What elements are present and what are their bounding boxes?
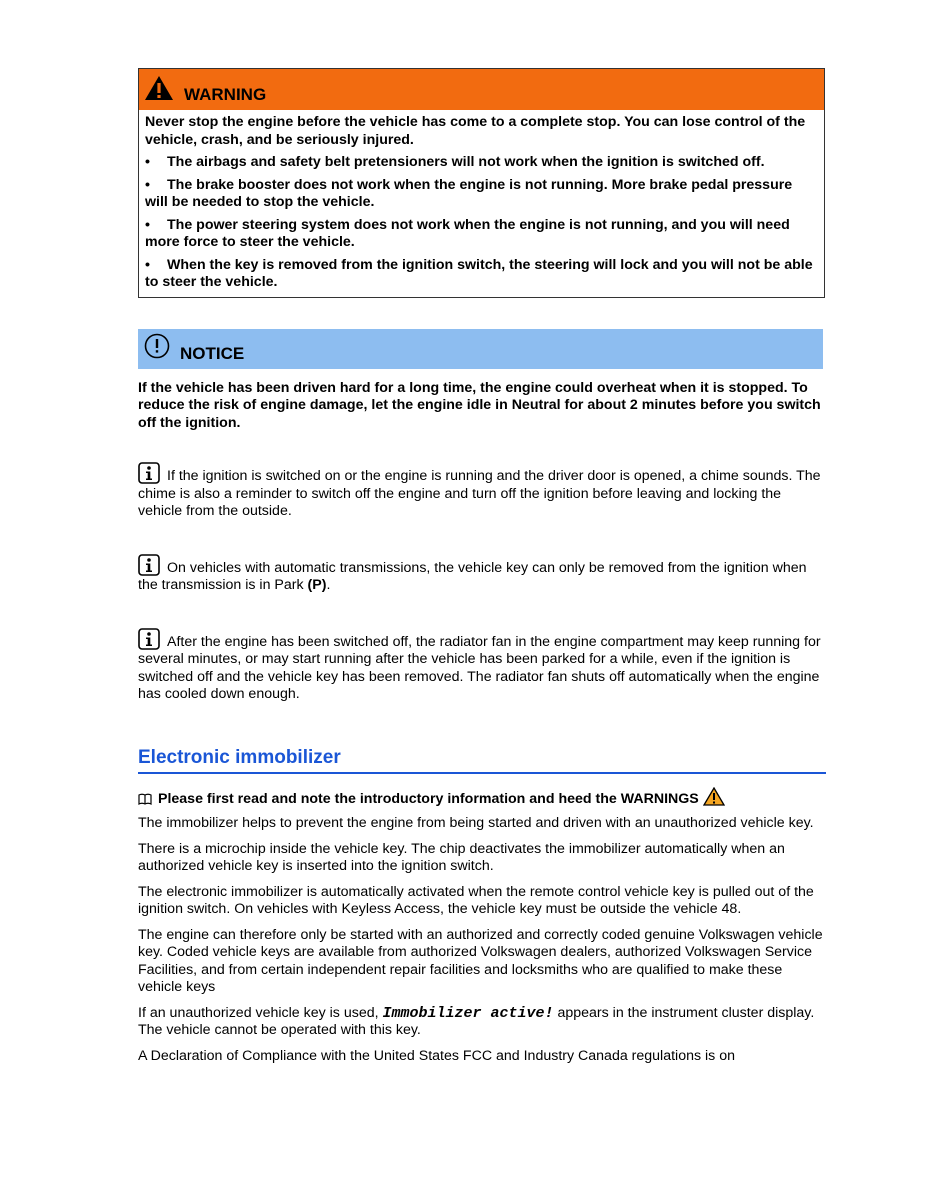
page-content <box>138 68 826 1065</box>
warning-triangle-icon <box>144 75 174 101</box>
note-text: After the engine has been switched off, the radiator fan in the engine compartment may keep running for several minutes, or may start running after the vehicle has been parked for a while, even if the ignition is switched off and the vehicle key has been removed. The radiator fan shuts off automatically when the engine has cooled down enough. <box>138 633 821 702</box>
info-note <box>138 462 826 521</box>
intro-text: Please first read and note the introductory information and heed the WARNINGS <box>158 790 699 807</box>
warning-triangle-icon <box>703 787 725 806</box>
exclamation-circle-icon <box>144 333 170 359</box>
note-text: On vehicles with automatic transmissions, the vehicle key can only be removed from the ignition when the transmission is in Park <box>138 559 807 593</box>
warning-item: • The power steering system does not work when the engine is not running, and you will need more force to steer the vehicle. <box>145 216 790 250</box>
info-icon <box>138 628 160 650</box>
notice-title: NOTICE <box>180 343 245 363</box>
notice-body: If the vehicle has been driven hard for a long time, the engine could overheat when it is stopped. To reduce the risk of engine damage, let the engine idle in Neutral for about 2 minutes before you switch off the ignition. <box>138 379 821 431</box>
warning-header <box>139 69 824 110</box>
paragraph: The immobilizer helps to prevent the engine from being started and driven with an unauthorized vehicle key. <box>138 815 814 831</box>
warning-lead: Never stop the engine before the vehicle has come to a complete stop. You can lose control of the vehicle, crash, and be seriously injured. <box>145 114 806 148</box>
section-heading: Electronic immobilizer <box>138 747 826 774</box>
note-text: If the ignition is switched on or the engine is running and the driver door is opened, a chime sounds. The chime is also a reminder to switch off the engine and turn off the ignition before leaving and locking the vehicle from the outside. <box>138 468 821 519</box>
notice-header <box>138 329 823 369</box>
paragraph: The engine can therefore only be started with an authorized and correctly coded genuine Volkswagen vehicle key. Coded vehicle keys are available from authorized Volkswagen dealers, authorized Volkswagen Service Facilities, and from certain independent repair facilities and locksmiths who are qualified to make these vehicle keys <box>138 926 823 995</box>
paragraph: The electronic immobilizer is automatically activated when the remote control vehicle key is pulled out of the ignition switch. On vehicles with Keyless Access, the vehicle key must be outside the vehicle 48. <box>138 883 814 917</box>
display-message: Immobilizer active! <box>382 1004 554 1022</box>
warning-body <box>139 110 824 297</box>
paragraph: There is a microchip inside the vehicle key. The chip deactivates the immobilizer automatically when an authorized vehicle key is inserted into the ignition switch. <box>138 840 785 874</box>
info-icon <box>138 554 160 576</box>
info-icon <box>138 462 160 484</box>
paragraph: If an unauthorized vehicle key is used, Immobilizer active! appears in the instrument cluster display. The vehicle cannot be operated with this key. <box>138 1004 815 1038</box>
book-icon <box>138 793 152 805</box>
warning-item: • The airbags and safety belt pretensioners will not work when the ignition is switched off. <box>145 154 765 170</box>
intro-line <box>138 791 826 809</box>
warning-item: • When the key is removed from the ignition switch, the steering will lock and you will not be able to steer the vehicle. <box>145 256 813 290</box>
bullet: • <box>145 216 150 233</box>
bullet: • <box>145 176 150 193</box>
bullet: • <box>145 154 150 170</box>
warning-item: • The brake booster does not work when the engine is not running. More brake pedal pressure will be needed to stop the vehicle. <box>145 176 793 210</box>
warning-title: WARNING <box>184 84 267 104</box>
bullet: • <box>145 256 150 273</box>
info-note <box>138 628 826 704</box>
info-note: On vehicles with automatic transmissions, the vehicle key can only be removed from the ignition when the transmission is in Park (P). <box>138 554 826 595</box>
park-label: (P) <box>307 577 327 593</box>
warning-box <box>138 68 825 298</box>
paragraph: A Declaration of Compliance with the United States FCC and Industry Canada regulations is on <box>138 1047 735 1064</box>
